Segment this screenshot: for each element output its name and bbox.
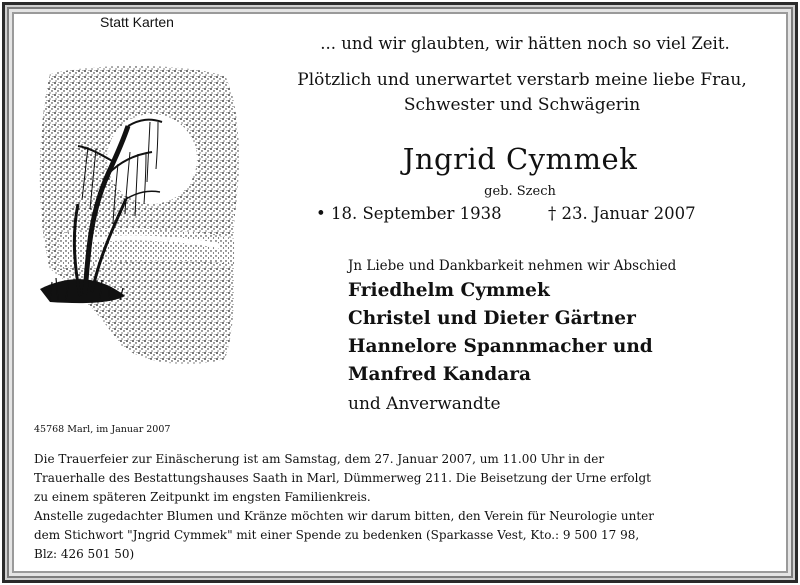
details-line-6: Blz: 426 501 50) bbox=[34, 547, 135, 561]
details-line-4: Anstelle zugedachter Blumen und Kränze möchten wir darum bitten, den Verein für Neurologie unter bbox=[34, 509, 654, 523]
relatives-line: und Anverwandte bbox=[348, 394, 501, 414]
announcement-line-2: Schwester und Schwägerin bbox=[403, 95, 641, 115]
tree-moon-illustration bbox=[30, 64, 250, 369]
details-line-5: dem Stichwort "Jngrid Cymmek" mit einer Spende zu bedenken (Sparkasse Vest, Kto.: 9 500 17 98, bbox=[34, 528, 640, 542]
deceased-name: Jngrid Cymmek bbox=[402, 142, 638, 176]
details-line-3: zu einem späteren Zeitpunkt im engsten Familienkreis. bbox=[34, 490, 371, 504]
mourner-3: Hannelore Spannmacher und bbox=[348, 336, 653, 357]
mourner-1: Friedhelm Cymmek bbox=[348, 280, 550, 301]
birth-name: geb. Szech bbox=[484, 184, 556, 199]
farewell-intro: Jn Liebe und Dankbarkeit nehmen wir Abschied bbox=[348, 258, 677, 274]
details-line-1: Die Trauerfeier zur Einäscherung ist am Samstag, dem 27. Januar 2007, um 11.00 Uhr in der bbox=[34, 452, 605, 466]
mourner-2: Christel und Dieter Gärtner bbox=[348, 308, 636, 329]
place-date: 45768 Marl, im Januar 2007 bbox=[34, 424, 171, 435]
announcement-line-1: Plötzlich und unerwartet verstarb meine liebe Frau, bbox=[297, 70, 747, 90]
header-note: Statt Karten bbox=[100, 14, 174, 30]
birth-date: • 18. September 1938 bbox=[316, 204, 502, 223]
death-date: † 23. Januar 2007 bbox=[548, 204, 696, 223]
mourner-4: Manfred Kandara bbox=[348, 364, 531, 385]
opening-quote: ... und wir glaubten, wir hätten noch so viel Zeit. bbox=[320, 34, 730, 53]
details-line-2: Trauerhalle des Bestattungshauses Saath in Marl, Dümmerweg 211. Die Beisetzung der Urne erfolgt bbox=[34, 471, 651, 485]
